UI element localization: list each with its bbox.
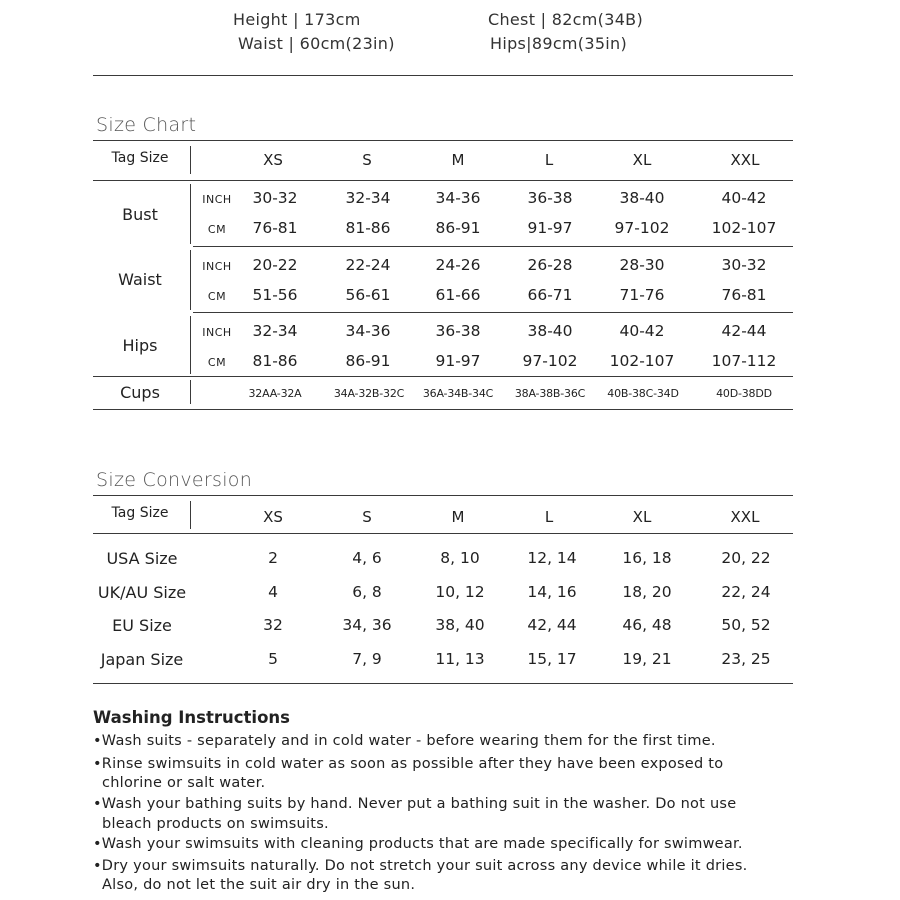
waist-inch-xxl: 30-32 (721, 256, 767, 274)
usa-m: 8, 10 (440, 549, 480, 567)
hips-divider (190, 316, 191, 374)
bust-inch-xxl: 40-42 (721, 189, 767, 207)
waist-cm-xs: 51-56 (252, 286, 298, 304)
eu-xl: 46, 48 (622, 616, 672, 634)
ukau-l: 14, 16 (527, 583, 577, 601)
washing-line: bleach products on swimsuits. (102, 816, 329, 832)
waist-inch-xs: 20-22 (252, 256, 298, 274)
japan-m: 11, 13 (435, 650, 485, 668)
washing-line: •Wash suits - separately and in cold water - before wearing them for the first time. (93, 733, 716, 749)
eu-xs: 32 (263, 616, 283, 634)
size-chart-bottom-rule (93, 409, 793, 410)
conversion-label-usa: USA Size (106, 549, 178, 568)
waist-cm-m: 61-66 (435, 286, 481, 304)
hips-rule (93, 376, 793, 377)
conversion-label-uk-au: UK/AU Size (97, 583, 187, 602)
japan-l: 15, 17 (527, 650, 577, 668)
size-chart-header-divider (190, 146, 191, 174)
cups-xs: 32AA-32A (248, 387, 302, 400)
waist-rule (193, 312, 793, 313)
hips-cm-xs: 81-86 (252, 352, 298, 370)
conversion-size-xs: XS (263, 508, 283, 526)
ukau-xxl: 22, 24 (721, 583, 771, 601)
cups-l: 38A-38B-36C (514, 387, 586, 400)
size-chart-size-l: L (544, 151, 554, 169)
conversion-size-xxl: XXL (730, 508, 760, 526)
hips-inch-xxl: 42-44 (721, 322, 767, 340)
waist-measurement: Waist | 60cm(23in) (238, 34, 395, 53)
size-chart-size-s: S (362, 151, 372, 169)
size-chart-size-xxl: XXL (730, 151, 760, 169)
cups-xl: 40B-38C-34D (607, 387, 679, 400)
conversion-label-japan: Japan Size (100, 650, 184, 669)
conversion-size-l: L (544, 508, 554, 526)
conversion-label-eu: EU Size (112, 616, 172, 635)
hips-measurement: Hips|89cm(35in) (490, 34, 628, 53)
washing-line: Also, do not let the suit air dry in the sun. (102, 877, 416, 893)
bust-cm-s: 81-86 (345, 219, 391, 237)
row-label-cups: Cups (120, 383, 160, 402)
conversion-size-s: S (362, 508, 372, 526)
height-measurement: Height | 173cm (233, 10, 361, 29)
bust-divider (190, 184, 191, 244)
hips-inch-unit: INCH (202, 326, 232, 339)
waist-inch-l: 26-28 (527, 256, 573, 274)
size-conversion-bottom-rule (93, 683, 793, 684)
cups-m: 36A-34B-34C (422, 387, 494, 400)
hips-cm-m: 91-97 (435, 352, 481, 370)
size-chart-size-m: M (451, 151, 465, 169)
bust-inch-s: 32-34 (345, 189, 391, 207)
size-chart-size-xs: XS (263, 151, 283, 169)
hips-inch-xl: 40-42 (619, 322, 665, 340)
row-label-waist: Waist (118, 270, 162, 289)
ukau-xl: 18, 20 (622, 583, 672, 601)
eu-l: 42, 44 (527, 616, 577, 634)
hips-inch-m: 36-38 (435, 322, 481, 340)
ukau-xs: 4 (268, 583, 278, 601)
waist-inch-m: 24-26 (435, 256, 481, 274)
size-conversion-tag-size-label: Tag Size (111, 505, 169, 521)
waist-cm-xl: 71-76 (619, 286, 665, 304)
ukau-s: 6, 8 (352, 583, 382, 601)
top-divider (93, 75, 793, 76)
waist-inch-xl: 28-30 (619, 256, 665, 274)
washing-line: •Wash your swimsuits with cleaning products that are made specifically for swimwear. (93, 836, 743, 852)
waist-cm-l: 66-71 (527, 286, 573, 304)
hips-cm-s: 86-91 (345, 352, 391, 370)
bust-inch-m: 34-36 (435, 189, 481, 207)
usa-s: 4, 6 (352, 549, 382, 567)
conversion-size-m: M (451, 508, 465, 526)
bust-inch-l: 36-38 (527, 189, 573, 207)
bust-inch-xs: 30-32 (252, 189, 298, 207)
conversion-size-xl: XL (632, 508, 652, 526)
washing-line: •Wash your bathing suits by hand. Never put a bathing suit in the washer. Do not use (93, 796, 737, 812)
hips-cm-unit: CM (207, 356, 227, 369)
waist-cm-xxl: 76-81 (721, 286, 767, 304)
usa-xs: 2 (268, 549, 278, 567)
usa-xl: 16, 18 (622, 549, 672, 567)
cups-divider (190, 380, 191, 404)
japan-s: 7, 9 (352, 650, 382, 668)
size-chart-header-rule (93, 180, 793, 181)
size-conversion-title: Size Conversion (96, 469, 253, 491)
usa-l: 12, 14 (527, 549, 577, 567)
size-chart-top-rule (93, 140, 793, 141)
usa-xxl: 20, 22 (721, 549, 771, 567)
row-label-bust: Bust (122, 205, 158, 224)
hips-inch-s: 34-36 (345, 322, 391, 340)
bust-cm-m: 86-91 (435, 219, 481, 237)
size-conversion-top-rule (93, 495, 793, 496)
bust-cm-xl: 97-102 (614, 219, 670, 237)
ukau-m: 10, 12 (435, 583, 485, 601)
eu-s: 34, 36 (342, 616, 392, 634)
hips-cm-l: 97-102 (522, 352, 578, 370)
cups-s: 34A-32B-32C (333, 387, 405, 400)
washing-line: chlorine or salt water. (102, 775, 266, 791)
japan-xxl: 23, 25 (721, 650, 771, 668)
waist-inch-unit: INCH (202, 260, 232, 273)
hips-cm-xxl: 107-112 (711, 352, 777, 370)
washing-line: •Dry your swimsuits naturally. Do not stretch your suit across any device while it dries. (93, 858, 748, 874)
size-chart-title: Size Chart (96, 114, 197, 136)
bust-cm-unit: CM (207, 223, 227, 236)
waist-inch-s: 22-24 (345, 256, 391, 274)
bust-cm-l: 91-97 (527, 219, 573, 237)
size-conversion-header-rule (93, 533, 793, 534)
bust-cm-xxl: 102-107 (711, 219, 777, 237)
size-conversion-header-divider (190, 501, 191, 529)
chest-measurement: Chest | 82cm(34B) (488, 10, 643, 29)
waist-divider (190, 250, 191, 310)
hips-inch-l: 38-40 (527, 322, 573, 340)
washing-title: Washing Instructions (93, 708, 290, 727)
size-chart-size-xl: XL (632, 151, 652, 169)
bust-inch-unit: INCH (202, 193, 232, 206)
eu-m: 38, 40 (435, 616, 485, 634)
bust-rule (193, 246, 793, 247)
eu-xxl: 50, 52 (721, 616, 771, 634)
hips-cm-xl: 102-107 (609, 352, 675, 370)
size-chart-tag-size-label: Tag Size (111, 150, 169, 166)
row-label-hips: Hips (122, 336, 158, 355)
washing-line: •Rinse swimsuits in cold water as soon as possible after they have been exposed to (93, 756, 724, 772)
japan-xs: 5 (268, 650, 278, 668)
bust-cm-xs: 76-81 (252, 219, 298, 237)
cups-xxl: 40D-38DD (716, 387, 772, 400)
waist-cm-s: 56-61 (345, 286, 391, 304)
waist-cm-unit: CM (207, 290, 227, 303)
hips-inch-xs: 32-34 (252, 322, 298, 340)
bust-inch-xl: 38-40 (619, 189, 665, 207)
japan-xl: 19, 21 (622, 650, 672, 668)
